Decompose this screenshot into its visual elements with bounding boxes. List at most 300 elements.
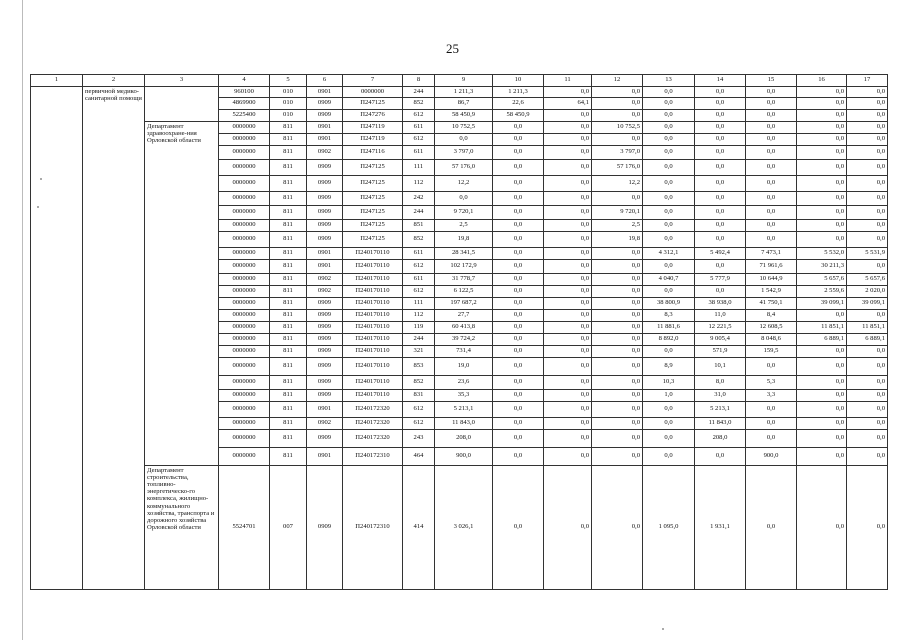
table-cell: 811	[270, 134, 307, 146]
table-cell: 0,0	[847, 192, 888, 206]
table-cell: 0,0	[592, 418, 643, 430]
column-number-7: 7	[343, 75, 403, 87]
table-cell: 0909	[307, 98, 343, 110]
table-cell: 0,0	[847, 220, 888, 232]
table-cell: П240172310	[343, 448, 403, 466]
table-cell: 8,9	[643, 358, 695, 376]
table-cell: 0909	[307, 310, 343, 322]
table-cell: 612	[403, 286, 435, 298]
table-cell: 39 724,2	[435, 334, 493, 346]
table-cell: 0901	[307, 122, 343, 134]
table-cell: 0,0	[695, 110, 746, 122]
table-cell: 811	[270, 286, 307, 298]
table-cell: 811	[270, 418, 307, 430]
table-cell: 0,0	[493, 206, 544, 220]
table-cell: 811	[270, 390, 307, 402]
table-cell: 0909	[307, 466, 343, 590]
table-cell: 0000000	[219, 418, 270, 430]
table-cell: 5 213,1	[695, 402, 746, 418]
table-cell: 852	[403, 232, 435, 248]
table-cell: 0,0	[544, 160, 592, 176]
table-cell: 0,0	[592, 248, 643, 260]
table-cell: 0,0	[746, 418, 797, 430]
table-cell: 0,0	[544, 430, 592, 448]
table-cell: 0,0	[544, 87, 592, 98]
table-cell: 0,0	[493, 160, 544, 176]
table-cell: 321	[403, 346, 435, 358]
table-cell: 851	[403, 220, 435, 232]
table-cell: 0,0	[746, 110, 797, 122]
table-cell: 0,0	[592, 346, 643, 358]
column-1-cell	[31, 87, 83, 590]
table-cell: 0,0	[544, 260, 592, 274]
table-cell: 0000000	[219, 358, 270, 376]
table-cell: 811	[270, 310, 307, 322]
table-cell: 010	[270, 87, 307, 98]
table-cell: 0000000	[219, 260, 270, 274]
table-cell: 0000000	[219, 206, 270, 220]
table-cell: 007	[270, 466, 307, 590]
table-cell: 0909	[307, 334, 343, 346]
table-cell: 0000000	[219, 134, 270, 146]
table-cell: П240172320	[343, 402, 403, 418]
table-cell: 612	[403, 260, 435, 274]
scan-speck	[662, 628, 664, 630]
table-cell: 612	[403, 418, 435, 430]
department-cell	[145, 87, 219, 122]
table-cell: 0909	[307, 322, 343, 334]
table-cell: 60 413,8	[435, 322, 493, 334]
table-cell: П247125	[343, 160, 403, 176]
table-cell: 0909	[307, 160, 343, 176]
table-cell: 0,0	[592, 98, 643, 110]
table-cell: 0000000	[219, 334, 270, 346]
table-cell: 0,0	[797, 122, 847, 134]
table-cell: 27,7	[435, 310, 493, 322]
table-cell: 19,0	[435, 358, 493, 376]
table-cell: 4 312,1	[643, 248, 695, 260]
table-cell: 0,0	[643, 192, 695, 206]
table-cell: 0,0	[493, 390, 544, 402]
table-cell: П240172320	[343, 418, 403, 430]
table-cell: 0000000	[219, 248, 270, 260]
table-cell: 0901	[307, 134, 343, 146]
table-cell: П240170110	[343, 248, 403, 260]
table-cell: 0,0	[493, 192, 544, 206]
table-cell: 2 020,0	[847, 286, 888, 298]
table-cell: 1,0	[643, 390, 695, 402]
table-cell: 0,0	[643, 176, 695, 192]
table-cell: 0,0	[493, 146, 544, 160]
table-cell: 0,0	[797, 466, 847, 590]
table-cell: 0,0	[847, 160, 888, 176]
table-cell: 0,0	[643, 220, 695, 232]
table-cell: 0,0	[847, 376, 888, 390]
table-cell: 208,0	[695, 430, 746, 448]
table-cell: 0,0	[544, 220, 592, 232]
table-cell: 6 889,1	[797, 334, 847, 346]
table-cell: 0,0	[544, 286, 592, 298]
table-cell: 0,0	[847, 390, 888, 402]
table-cell: 0,0	[544, 358, 592, 376]
table-cell: 0,0	[797, 346, 847, 358]
table-cell: 57 176,0	[435, 160, 493, 176]
table-cell: 811	[270, 248, 307, 260]
table-cell: 5 492,4	[695, 248, 746, 260]
table-cell: П247125	[343, 192, 403, 206]
table-cell: 0,0	[592, 87, 643, 98]
table-cell: 0,0	[592, 390, 643, 402]
column-number-3: 3	[145, 75, 219, 87]
table-cell: 811	[270, 220, 307, 232]
budget-table	[30, 74, 888, 590]
table-cell: 0000000	[343, 87, 403, 98]
table-cell: П240170110	[343, 274, 403, 286]
table-cell: 811	[270, 346, 307, 358]
table-cell: 0,0	[643, 122, 695, 134]
table-cell: 4869900	[219, 98, 270, 110]
table-cell: 38 938,0	[695, 298, 746, 310]
table-cell: 0,0	[643, 286, 695, 298]
table-cell: 611	[403, 248, 435, 260]
table-cell: 111	[403, 160, 435, 176]
table-cell: 0,0	[544, 466, 592, 590]
table-cell: 0,0	[493, 134, 544, 146]
table-cell: 0,0	[797, 220, 847, 232]
column-number-10: 10	[493, 75, 544, 87]
table-cell: 900,0	[746, 448, 797, 466]
table-cell: 0000000	[219, 220, 270, 232]
table-cell: П240170110	[343, 334, 403, 346]
table-cell: 0,0	[746, 206, 797, 220]
table-cell: 0901	[307, 248, 343, 260]
table-cell: 0,0	[643, 418, 695, 430]
table-cell: 0,0	[695, 260, 746, 274]
table-cell: 0,0	[493, 322, 544, 334]
table-cell: 010	[270, 98, 307, 110]
table-cell: 9 720,1	[592, 206, 643, 220]
table-cell: 11,0	[695, 310, 746, 322]
table-cell: 5225400	[219, 110, 270, 122]
table-cell: 0000000	[219, 232, 270, 248]
table-cell: 0,0	[847, 402, 888, 418]
table-cell: 0,0	[592, 430, 643, 448]
table-cell: 0,0	[544, 110, 592, 122]
table-cell: 811	[270, 334, 307, 346]
table-cell: 0,0	[592, 466, 643, 590]
table-cell: 0,0	[847, 260, 888, 274]
table-cell: 0000000	[219, 402, 270, 418]
table-cell: 811	[270, 448, 307, 466]
table-cell: 0,0	[493, 376, 544, 390]
table-cell: 414	[403, 466, 435, 590]
table-cell: 900,0	[435, 448, 493, 466]
table-cell: 611	[403, 122, 435, 134]
table-cell: 0,0	[695, 206, 746, 220]
table-cell: 0,0	[544, 390, 592, 402]
table-cell: 0,0	[847, 448, 888, 466]
table-cell: 3,3	[746, 390, 797, 402]
table-cell: 811	[270, 146, 307, 160]
table-cell: 9 720,1	[435, 206, 493, 220]
table-cell: 811	[270, 232, 307, 248]
table-cell: 197 687,2	[435, 298, 493, 310]
table-cell: 811	[270, 376, 307, 390]
department-cell: Департамент здравоохране-ния Орловской области	[145, 122, 219, 466]
table-cell: 811	[270, 176, 307, 192]
table-cell: 0,0	[435, 134, 493, 146]
table-cell: 0000000	[219, 274, 270, 286]
table-cell: 0,0	[493, 346, 544, 358]
table-cell: 811	[270, 122, 307, 134]
table-cell: 0909	[307, 376, 343, 390]
table-cell: 0,0	[643, 146, 695, 160]
table-cell: 0,0	[746, 98, 797, 110]
table-cell: 0,0	[797, 402, 847, 418]
table-cell: 0,0	[847, 122, 888, 134]
table-cell: 0,0	[592, 286, 643, 298]
table-cell: 0,0	[695, 98, 746, 110]
table-cell: 0000000	[219, 376, 270, 390]
table-row	[31, 466, 888, 590]
table-cell: 811	[270, 192, 307, 206]
column-number-2: 2	[83, 75, 145, 87]
table-cell: 0901	[307, 402, 343, 418]
table-cell: 0,0	[695, 134, 746, 146]
column-number-4: 4	[219, 75, 270, 87]
table-cell: 0,0	[592, 298, 643, 310]
table-cell: 111	[403, 298, 435, 310]
table-cell: 0,0	[592, 310, 643, 322]
column-number-16: 16	[797, 75, 847, 87]
table-cell: 0,0	[847, 134, 888, 146]
table-cell: 41 750,1	[746, 298, 797, 310]
table-cell: 10 752,5	[592, 122, 643, 134]
table-cell: П247125	[343, 206, 403, 220]
table-cell: 0,0	[847, 98, 888, 110]
table-cell: 8 892,0	[643, 334, 695, 346]
column-number-1: 1	[31, 75, 83, 87]
table-cell: 853	[403, 358, 435, 376]
table-cell: 0,0	[695, 176, 746, 192]
table-cell: 0,0	[797, 134, 847, 146]
table-cell: 0,0	[592, 274, 643, 286]
table-cell: 0902	[307, 418, 343, 430]
table-cell: 0,0	[592, 402, 643, 418]
column-number-15: 15	[746, 75, 797, 87]
table-cell: 208,0	[435, 430, 493, 448]
table-cell: 0,0	[695, 286, 746, 298]
table-cell: 0,0	[493, 286, 544, 298]
table-cell: 0,0	[797, 146, 847, 160]
table-cell: 0,0	[592, 110, 643, 122]
table-cell: 0,0	[847, 358, 888, 376]
table-cell: 0,0	[746, 176, 797, 192]
table-cell: 5 532,0	[797, 248, 847, 260]
table-cell: П247119	[343, 122, 403, 134]
table-cell: 0,0	[746, 87, 797, 98]
table-cell: 0,0	[847, 430, 888, 448]
table-cell: 0,0	[643, 260, 695, 274]
table-cell: 11 843,0	[435, 418, 493, 430]
table-cell: 0,0	[544, 322, 592, 334]
table-cell: 0,0	[797, 310, 847, 322]
table-cell: 0,0	[544, 146, 592, 160]
table-cell: 0,0	[643, 160, 695, 176]
table-cell: П247276	[343, 110, 403, 122]
table-cell: 0,0	[847, 110, 888, 122]
table-cell: П247125	[343, 98, 403, 110]
table-cell: 0901	[307, 448, 343, 466]
table-cell: 10 644,9	[746, 274, 797, 286]
table-cell: 0,0	[695, 192, 746, 206]
table-cell: 0,0	[695, 448, 746, 466]
table-cell: 0,0	[493, 298, 544, 310]
table-cell: 612	[403, 402, 435, 418]
table-cell: 4 040,7	[643, 274, 695, 286]
table-cell: 0,0	[592, 334, 643, 346]
table-cell: 731,4	[435, 346, 493, 358]
table-cell: 0,0	[544, 176, 592, 192]
table-cell: П240170110	[343, 298, 403, 310]
table-cell: 0,0	[746, 430, 797, 448]
table-cell: 5 657,6	[847, 274, 888, 286]
table-cell: 11 843,0	[695, 418, 746, 430]
table-cell: 0,0	[695, 122, 746, 134]
table-cell: 0,0	[544, 402, 592, 418]
column-number-6: 6	[307, 75, 343, 87]
table-cell: 119	[403, 322, 435, 334]
table-cell: 243	[403, 430, 435, 448]
table-cell: 0,0	[544, 248, 592, 260]
table-cell: 0,0	[493, 248, 544, 260]
table-cell: 0,0	[643, 346, 695, 358]
table-cell: 3 797,0	[435, 146, 493, 160]
table-cell: 0,0	[797, 98, 847, 110]
column-number-11: 11	[544, 75, 592, 87]
table-cell: 0,0	[643, 430, 695, 448]
table-cell: 0,0	[746, 122, 797, 134]
table-cell: 0,0	[643, 87, 695, 98]
table-cell: 31,0	[695, 390, 746, 402]
table-cell: 0909	[307, 176, 343, 192]
table-cell: 0,0	[493, 418, 544, 430]
table-cell: 244	[403, 87, 435, 98]
table-cell: 0,0	[746, 220, 797, 232]
table-cell: 0,0	[797, 390, 847, 402]
table-cell: 960100	[219, 87, 270, 98]
table-cell: 0,0	[643, 134, 695, 146]
table-cell: 0,0	[493, 274, 544, 286]
table-cell: 0,0	[643, 110, 695, 122]
table-cell: 0000000	[219, 146, 270, 160]
table-cell: 38 800,9	[643, 298, 695, 310]
table-cell: 0,0	[847, 206, 888, 220]
table-cell: П247125	[343, 220, 403, 232]
table-cell: 0,0	[544, 134, 592, 146]
table-cell: 0000000	[219, 286, 270, 298]
table-cell: 8 048,6	[746, 334, 797, 346]
table-cell: 811	[270, 358, 307, 376]
table-cell: 0,0	[544, 418, 592, 430]
table-cell: 5,3	[746, 376, 797, 390]
table-cell: 0,0	[746, 146, 797, 160]
table-cell: 0000000	[219, 192, 270, 206]
table-cell: П247119	[343, 134, 403, 146]
table-cell: 7 473,1	[746, 248, 797, 260]
table-cell: 0,0	[797, 87, 847, 98]
table-cell: 1 931,1	[695, 466, 746, 590]
program-name-cell: первичной медико-санитарной помощи	[83, 87, 145, 590]
table-cell: 30 211,3	[797, 260, 847, 274]
table-cell: 159,5	[746, 346, 797, 358]
table-cell: 10,1	[695, 358, 746, 376]
table-cell: 0,0	[493, 358, 544, 376]
table-cell: 244	[403, 206, 435, 220]
table-cell: 112	[403, 310, 435, 322]
table-cell: 57 176,0	[592, 160, 643, 176]
table-cell: 0,0	[797, 160, 847, 176]
table-cell: 0,0	[643, 98, 695, 110]
table-cell: 0,0	[797, 176, 847, 192]
table-cell: П240170110	[343, 310, 403, 322]
table-cell: 0,0	[592, 448, 643, 466]
table-cell: 3 797,0	[592, 146, 643, 160]
table-cell: 612	[403, 110, 435, 122]
table-cell: 0,0	[746, 358, 797, 376]
table-cell: 0,0	[544, 298, 592, 310]
table-cell: 11 881,6	[643, 322, 695, 334]
table-cell: 010	[270, 110, 307, 122]
table-cell: 5524701	[219, 466, 270, 590]
table-cell: П247116	[343, 146, 403, 160]
table-cell: 0,0	[847, 176, 888, 192]
table-cell: 0,0	[544, 206, 592, 220]
table-cell: 19,8	[435, 232, 493, 248]
table-cell: 0902	[307, 274, 343, 286]
table-cell: 2,5	[435, 220, 493, 232]
table-cell: 0909	[307, 346, 343, 358]
column-number-row	[31, 75, 888, 87]
table-cell: 0,0	[797, 206, 847, 220]
table-cell: 0,0	[797, 376, 847, 390]
table-cell: 0,0	[797, 232, 847, 248]
table-cell: 86,7	[435, 98, 493, 110]
table-cell: П240172320	[343, 430, 403, 448]
table-cell: 9 005,4	[695, 334, 746, 346]
table-cell: 852	[403, 98, 435, 110]
table-cell: 244	[403, 334, 435, 346]
table-cell: П247125	[343, 232, 403, 248]
table-cell: 12,2	[592, 176, 643, 192]
table-cell: 611	[403, 274, 435, 286]
table-cell: 8,0	[695, 376, 746, 390]
table-cell: 0,0	[797, 430, 847, 448]
table-cell: 0,0	[544, 334, 592, 346]
column-number-9: 9	[435, 75, 493, 87]
table-cell: 11 851,1	[797, 322, 847, 334]
table-cell: 1 095,0	[643, 466, 695, 590]
table-cell: 0902	[307, 146, 343, 160]
table-cell: 0,0	[643, 402, 695, 418]
table-cell: 0,0	[493, 466, 544, 590]
table-cell: 0,0	[847, 418, 888, 430]
table-cell: 0,0	[493, 260, 544, 274]
table-cell: 0,0	[493, 448, 544, 466]
table-cell: 0,0	[695, 87, 746, 98]
table-cell: 19,8	[592, 232, 643, 248]
table-cell: 0000000	[219, 310, 270, 322]
